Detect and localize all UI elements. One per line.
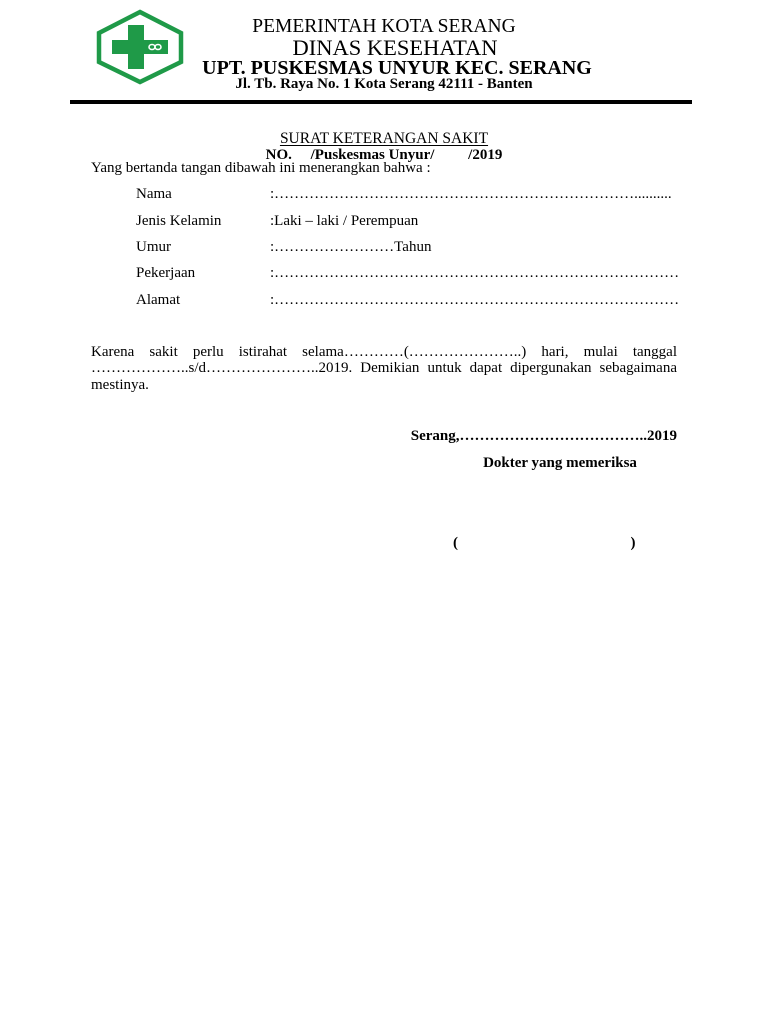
field-label: Alamat — [136, 291, 181, 308]
field-value: :……………………………………………………………………… — [270, 291, 680, 308]
letterhead-divider — [70, 100, 692, 104]
intro-text: Yang bertanda tangan dibawah ini menerangkan bahwa : — [91, 159, 431, 176]
header-address: Jl. Tb. Raya No. 1 Kota Serang 42111 - Banten — [235, 75, 533, 92]
body-paragraph — [91, 345, 677, 395]
field-value: :……………………………………………………………….......... — [270, 185, 672, 202]
field-row-pekerjaan — [0, 266, 768, 281]
header-department: DINAS KESEHATAN — [292, 34, 498, 60]
paragraph-line: Karena sakit perlu istirahat selama…………(…………………..) hari, mulai tanggal — [91, 343, 677, 360]
field-value: :……………………………………………………………………… — [270, 264, 680, 281]
field-label: Jenis Kelamin — [136, 212, 222, 229]
header-institution: UPT. PUSKESMAS UNYUR KEC. SERANG — [202, 57, 592, 79]
document-title — [0, 131, 768, 147]
field-label: Nama — [136, 185, 172, 202]
document-title-text: SURAT KETERANGAN SAKIT — [279, 130, 489, 147]
field-row-nama — [0, 187, 768, 202]
logo-cross-vertical — [128, 25, 144, 69]
signer-title: Dokter yang memeriksa — [483, 454, 637, 471]
place-date: Serang,………………………………..2019 — [410, 427, 677, 444]
field-row-jenis-kelamin — [0, 214, 768, 229]
field-label: Umur — [136, 238, 171, 255]
field-value: :……………………Tahun — [270, 238, 432, 255]
field-label: Pekerjaan — [136, 264, 196, 281]
field-row-umur — [0, 240, 768, 255]
paragraph-line: ………………..s/d…………………..2019. Demikian untuk dapat dipergunakan sebagaimana — [91, 360, 677, 376]
paragraph-line: mestinya. — [91, 376, 149, 393]
field-row-alamat — [0, 293, 768, 308]
document-number: NO. /Puskesmas Unyur/ /2019 — [265, 146, 503, 163]
signature-blank: ( ) — [453, 534, 636, 551]
header-government: PEMERINTAH KOTA SERANG — [252, 16, 516, 38]
field-value: :Laki – laki / Perempuan — [270, 212, 419, 229]
